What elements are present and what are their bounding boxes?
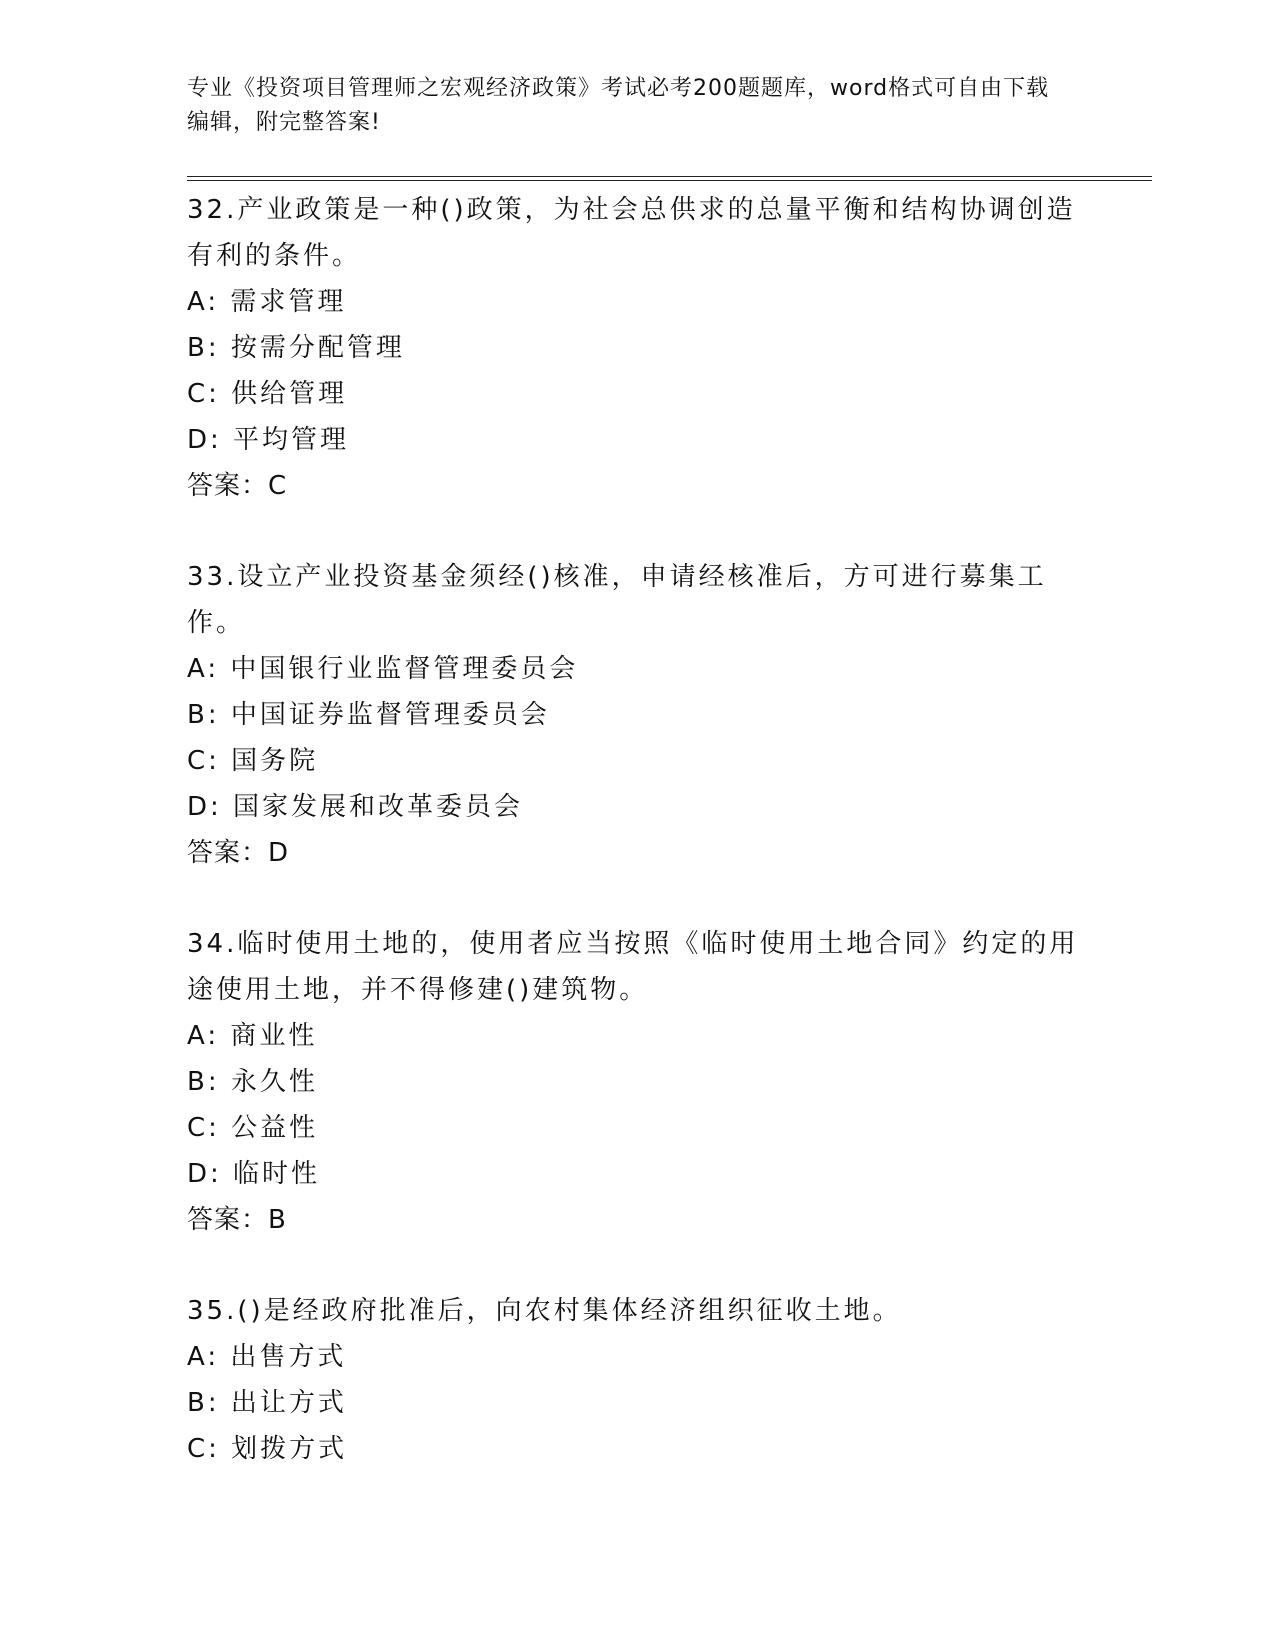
option-a: A: 中国银行业监督管理委员会 [187, 654, 579, 684]
question-32 [187, 187, 1087, 509]
option-c: C: 公益性 [187, 1113, 319, 1143]
option-b: B: 按需分配管理 [187, 333, 405, 363]
question-stem: 35.()是经政府批准后，向农村集体经济组织征收土地。 [187, 1296, 902, 1326]
answer-line: 答案：D [187, 838, 290, 868]
option-b: B: 永久性 [187, 1067, 318, 1097]
option-d: D: 国家发展和改革委员会 [187, 792, 524, 822]
answer-line: 答案：C [187, 471, 288, 501]
question-33 [187, 554, 1087, 876]
question-35 [187, 1288, 1087, 1472]
option-d: D: 平均管理 [187, 425, 350, 455]
document-intro: 专业《投资项目管理师之宏观经济政策》考试必考200题题库，word格式可自由下载编辑，附完整答案! [187, 76, 1050, 135]
question-stem: 32.产业政策是一种()政策，为社会总供求的总量平衡和结构协调创造有利的条件。 [187, 195, 1076, 271]
option-b: B: 中国证券监督管理委员会 [187, 700, 550, 730]
option-a: A: 商业性 [187, 1021, 318, 1051]
option-a: A: 需求管理 [187, 287, 347, 317]
question-stem: 33.设立产业投资基金须经()核准，申请经核准后，方可进行募集工作。 [187, 562, 1047, 638]
option-b: B: 出让方式 [187, 1388, 347, 1418]
answer-line: 答案：B [187, 1205, 287, 1235]
option-a: A: 出售方式 [187, 1342, 347, 1372]
option-c: C: 划拨方式 [187, 1434, 348, 1464]
question-34 [187, 921, 1087, 1243]
question-list [187, 187, 1087, 1517]
question-stem: 34.临时使用土地的，使用者应当按照《临时使用土地合同》约定的用途使用土地，并不得修建()建筑物。 [187, 929, 1079, 1005]
option-d: D: 临时性 [187, 1159, 321, 1189]
header-divider [187, 176, 1152, 181]
option-c: C: 供给管理 [187, 379, 348, 409]
option-c: C: 国务院 [187, 746, 319, 776]
